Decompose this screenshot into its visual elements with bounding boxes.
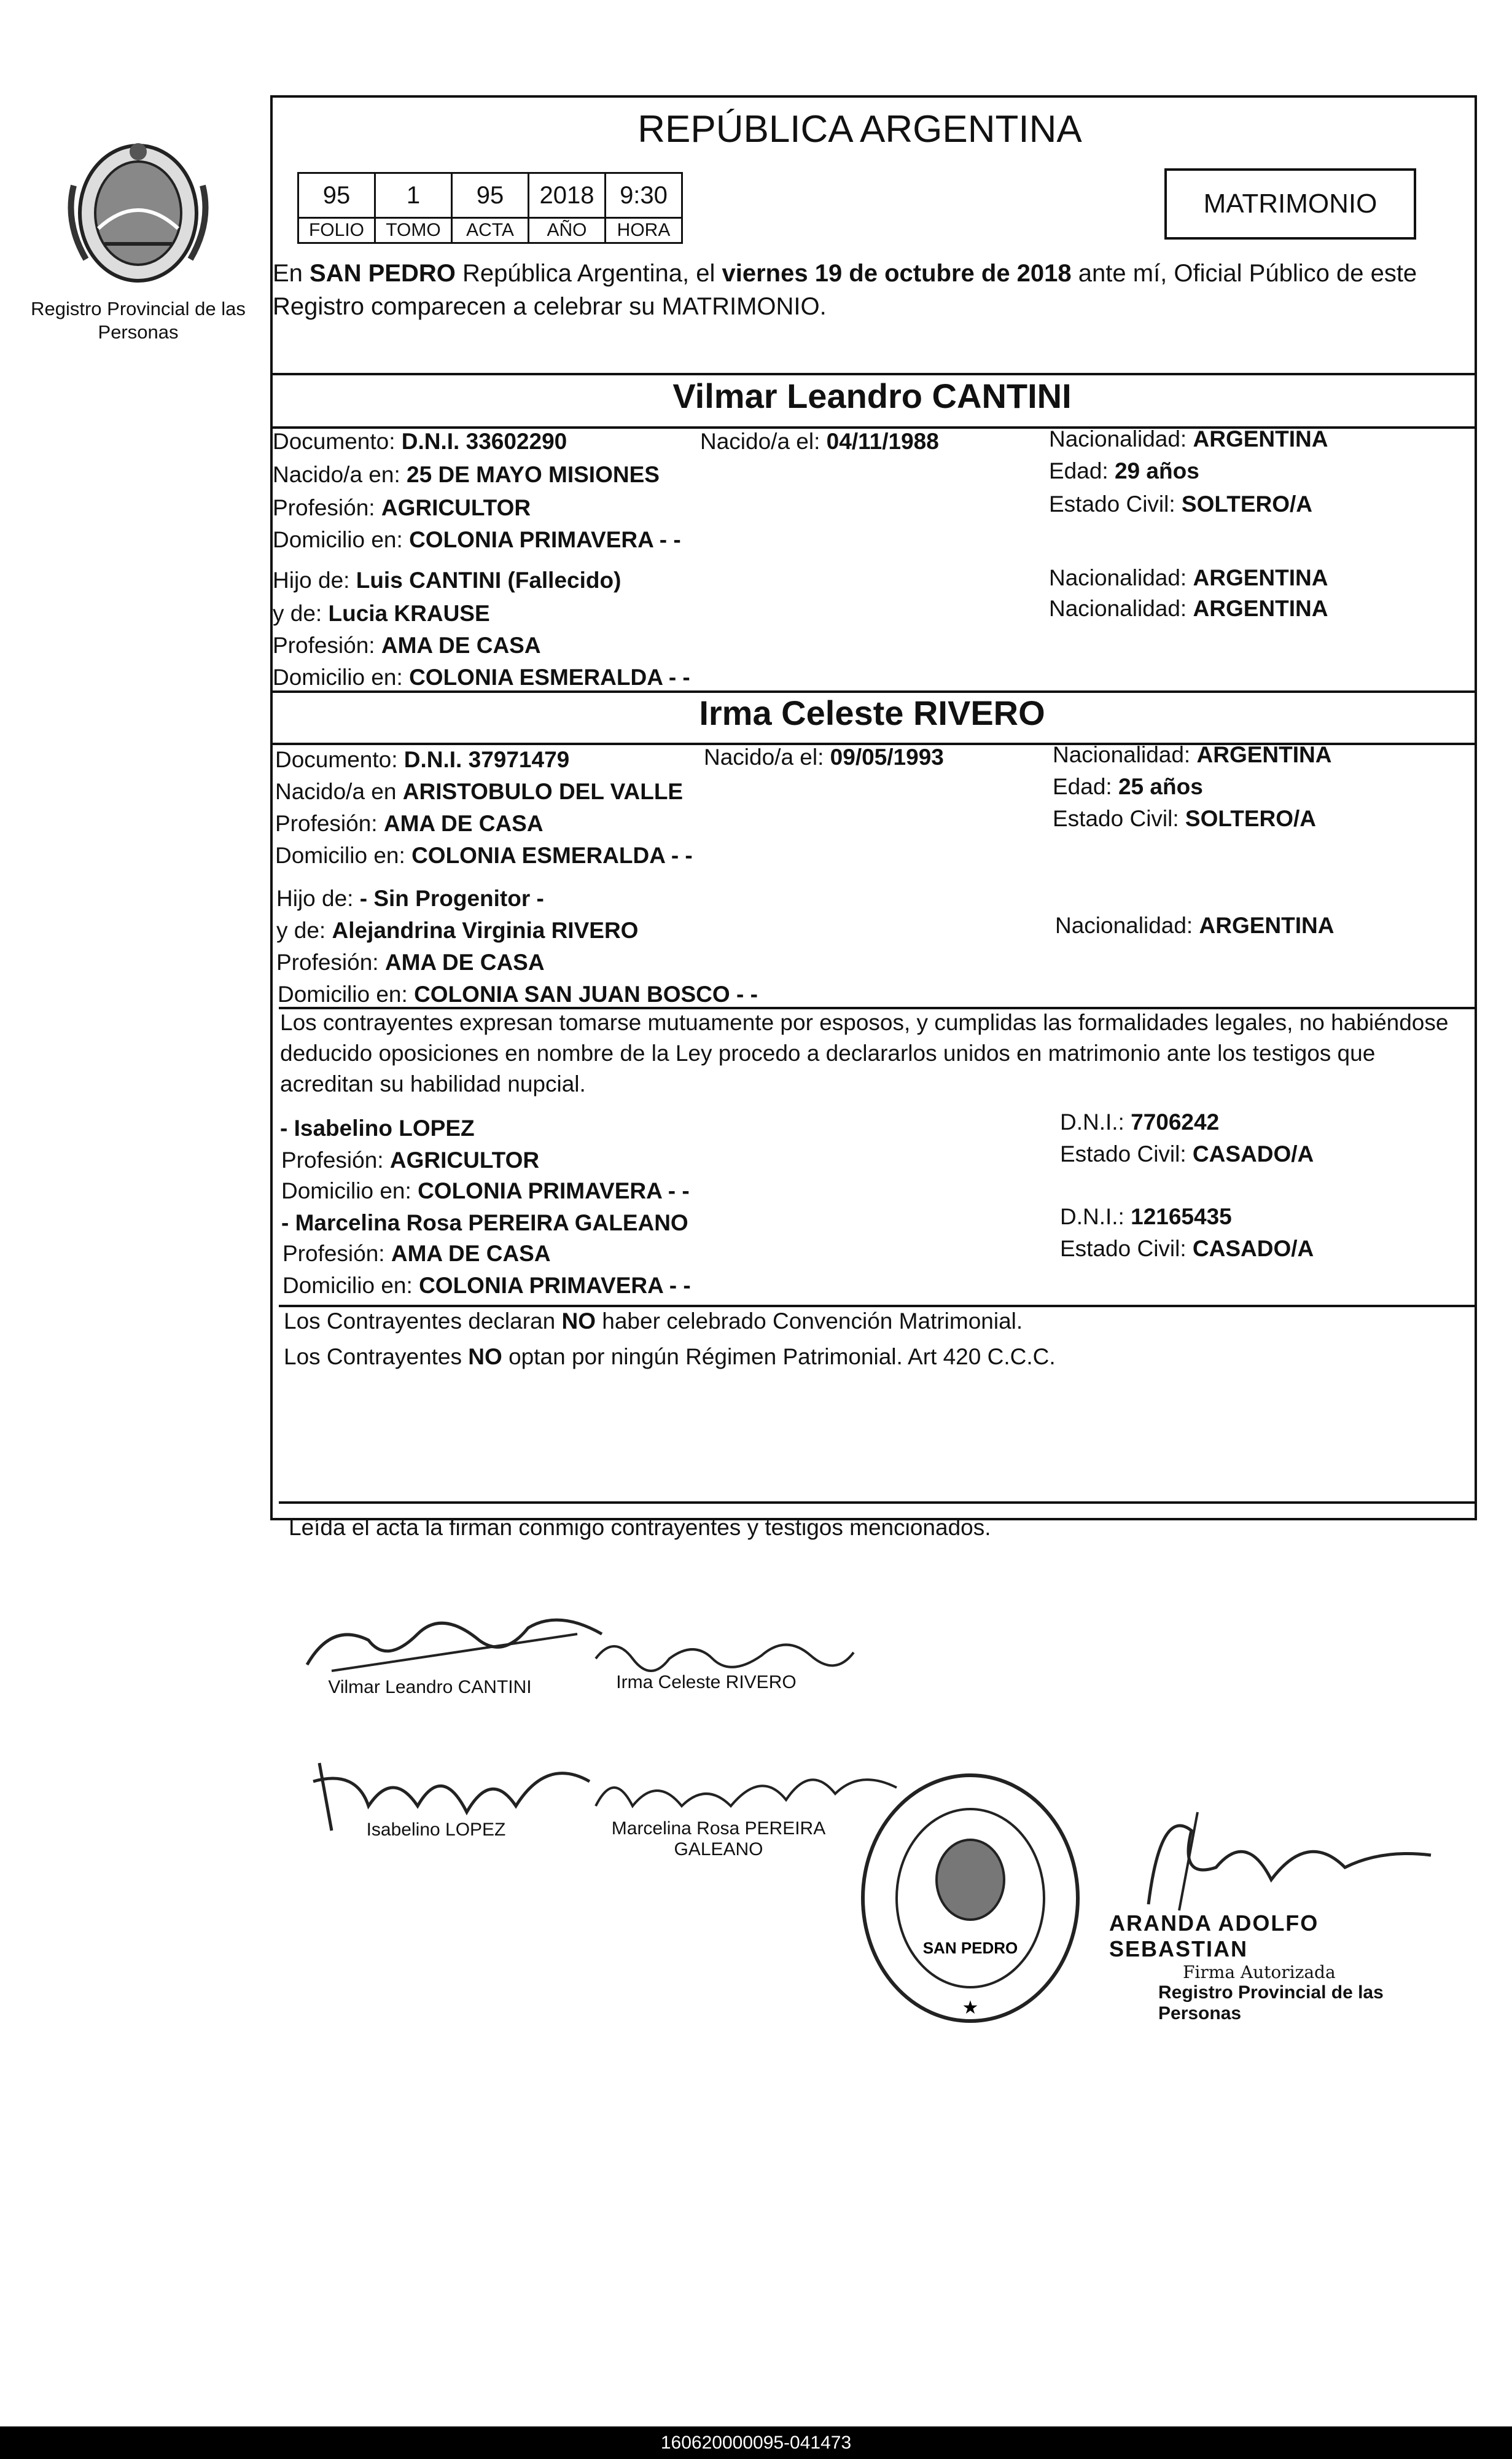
declaration-paragraph: Los contrayentes expresan tomarse mutuamente por esposos, y cumplidas las formalidades legales, no habiéndose deducido oposiciones en nombre de la Ley procedo a declararlos unidos en matrimonio ante los testigos que acreditan su habilidad nupcial.	[280, 1010, 1449, 1097]
spouse1-birthdate	[700, 429, 939, 455]
note-text: Los Contrayentes	[284, 1344, 469, 1369]
field-value: CASADO/A	[1192, 1141, 1314, 1167]
act-type-box: MATRIMONIO	[1164, 168, 1416, 240]
officer-registry: Registro Provincial de las Personas	[1158, 1982, 1384, 2023]
spouse2-nationality	[1053, 742, 1331, 768]
field-label: Hijo de:	[273, 568, 350, 593]
field-label: Nacionalidad:	[1049, 596, 1187, 621]
field-label: Documento:	[273, 429, 396, 454]
witness1-name	[280, 1116, 475, 1141]
folio-label: FOLIO	[308, 220, 364, 240]
spouse1-mother-nationality	[1049, 596, 1328, 622]
field-label: Profesión:	[273, 495, 375, 520]
field-value: ARGENTINA	[1193, 596, 1328, 621]
spouse1-parent-profession	[273, 633, 541, 659]
spouse1-father	[273, 568, 621, 593]
note-text: Los Contrayentes declaran	[284, 1308, 562, 1334]
hour-label: HORA	[617, 220, 671, 240]
field-label: Domicilio en:	[283, 1273, 413, 1298]
divider	[279, 1501, 1475, 1504]
registry-seal-icon	[854, 1769, 1087, 2027]
spouse1-father-nationality	[1049, 565, 1328, 591]
witness2-name	[281, 1210, 688, 1236]
field-label: Profesión:	[281, 1147, 384, 1173]
year-value: 2018	[529, 174, 604, 219]
officer-stamp	[1109, 1910, 1453, 2024]
witness2-profession	[283, 1241, 551, 1267]
witness1-civil-status	[1060, 1141, 1314, 1167]
note-text: optan por ningún Régimen Patrimonial. Art 420 C.C.C.	[502, 1344, 1056, 1369]
intro-paragraph	[273, 257, 1470, 323]
hour-value: 9:30	[606, 174, 681, 219]
field-label: D.N.I.:	[1060, 1204, 1124, 1229]
field-label: Nacionalidad:	[1053, 742, 1191, 767]
field-value: COLONIA PRIMAVERA - -	[418, 1178, 690, 1203]
field-label: Domicilio en:	[278, 982, 408, 1007]
field-label: Edad:	[1049, 458, 1109, 483]
field-label: Nacido/a el:	[700, 429, 820, 454]
field-label: Nacionalidad:	[1049, 426, 1187, 452]
registry-cell-folio	[299, 174, 376, 242]
field-value: AGRICULTOR	[381, 495, 531, 520]
spouse2-birthplace	[275, 779, 683, 805]
intro-text: En	[273, 260, 310, 287]
spouse1-civil-status	[1049, 491, 1312, 517]
field-value: ARGENTINA	[1193, 565, 1328, 590]
field-label: D.N.I.:	[1060, 1109, 1124, 1135]
signature-label-witness2: Marcelina Rosa PEREIRA GALEANO	[611, 1818, 826, 1859]
spouse1-profession	[273, 495, 531, 521]
witness2-dni	[1060, 1204, 1232, 1230]
witness2-address	[283, 1273, 691, 1299]
closing-statement: Leída el acta la firman conmigo contrayentes y testigos mencionados.	[289, 1515, 991, 1540]
intro-date: viernes 19 de octubre de 2018	[722, 260, 1072, 287]
witness1-dni	[1060, 1109, 1219, 1135]
note-emphasis: NO	[561, 1308, 596, 1334]
field-label: Edad:	[1053, 774, 1112, 799]
field-value: COLONIA ESMERALDA - -	[411, 843, 693, 868]
field-value: ARGENTINA	[1199, 913, 1335, 938]
field-value: 29 años	[1114, 458, 1199, 483]
spouse1-mother	[273, 601, 490, 627]
field-value: - Marcelina Rosa PEREIRA GALEANO	[281, 1210, 688, 1235]
signature-label-spouse1: Vilmar Leandro CANTINI	[328, 1677, 532, 1697]
field-label: Domicilio en:	[273, 527, 403, 552]
folio-value: 95	[299, 174, 374, 219]
note-text: haber celebrado Convención Matrimonial.	[596, 1308, 1023, 1334]
spouse2-profession	[275, 811, 544, 837]
spouse1-document	[273, 429, 567, 455]
field-label: Profesión:	[276, 950, 379, 975]
field-label: Estado Civil:	[1049, 491, 1175, 517]
spouse1-age	[1049, 458, 1199, 484]
field-value: COLONIA ESMERALDA - -	[409, 665, 690, 690]
officer-role: Firma Autorizada	[1183, 1962, 1336, 1982]
registry-cell-tomo	[376, 174, 453, 242]
spouse2-address	[275, 843, 693, 869]
field-value: CASADO/A	[1192, 1236, 1314, 1261]
field-value: SOLTERO/A	[1185, 806, 1317, 831]
officer-name: ARANDA ADOLFO SEBASTIAN	[1109, 1910, 1319, 1961]
note-regime	[284, 1344, 1056, 1370]
spouse2-parent-address	[278, 982, 758, 1007]
org-name: Registro Provincial de las Personas	[31, 298, 246, 343]
spouse2-birthdate	[704, 745, 944, 770]
signature-label-spouse2: Irma Celeste RIVERO	[616, 1672, 797, 1692]
field-value: AMA DE CASA	[381, 633, 541, 658]
svg-text:★: ★	[962, 1998, 979, 2018]
divider	[273, 373, 1475, 375]
field-value: AMA DE CASA	[383, 811, 544, 836]
field-value: AMA DE CASA	[384, 950, 545, 975]
field-label: Nacionalidad:	[1049, 565, 1187, 590]
registry-table	[297, 172, 683, 244]
spouse2-civil-status	[1053, 806, 1316, 832]
field-value: COLONIA PRIMAVERA - -	[409, 527, 681, 552]
field-value: - Isabelino LOPEZ	[280, 1116, 475, 1141]
field-value: AGRICULTOR	[389, 1147, 540, 1173]
field-label: Estado Civil:	[1060, 1141, 1187, 1167]
note-emphasis: NO	[468, 1344, 502, 1369]
registry-cell-year	[529, 174, 606, 242]
field-value: 04/11/1988	[826, 429, 939, 454]
field-value: SOLTERO/A	[1181, 491, 1313, 517]
signature-scribble	[295, 1597, 614, 1683]
field-label: Nacido/a el:	[704, 745, 824, 770]
field-label: Domicilio en:	[273, 665, 403, 690]
field-label: Estado Civil:	[1053, 806, 1179, 831]
field-label: Domicilio en:	[281, 1178, 411, 1203]
spouse2-name: Irma Celeste RIVERO	[699, 694, 1045, 732]
registry-cell-acta	[453, 174, 529, 242]
serial-number: 160620000095-041473	[660, 2433, 852, 2453]
signature-scribble	[1124, 1794, 1443, 1917]
field-label: Nacido/a en:	[273, 462, 400, 487]
field-value: ARGENTINA	[1196, 742, 1332, 767]
field-label: y de:	[273, 601, 322, 626]
field-label: Estado Civil:	[1060, 1236, 1187, 1261]
spouse1-address	[273, 527, 681, 553]
field-value: Alejandrina Virginia RIVERO	[332, 918, 639, 943]
signature-label-witness1: Isabelino LOPEZ	[366, 1820, 506, 1840]
document-title: REPÚBLICA ARGENTINA	[637, 108, 1082, 151]
spouse2-parent-profession	[276, 950, 545, 975]
signature-scribble	[590, 1622, 860, 1677]
intro-place: SAN PEDRO	[310, 260, 456, 287]
spouse2-mother-nationality	[1055, 913, 1334, 939]
field-label: Profesión:	[283, 1241, 385, 1266]
field-value: COLONIA SAN JUAN BOSCO - -	[414, 982, 758, 1007]
field-label: y de:	[276, 918, 326, 943]
field-value: D.N.I. 37971479	[403, 747, 570, 772]
spouse2-mother	[276, 918, 638, 944]
intro-text: ante mí, Oficial Público de este Registro comparecen a celebrar su MATRIMONIO.	[273, 260, 1417, 320]
field-value: D.N.I. 33602290	[401, 429, 567, 454]
spouse1-parent-address	[273, 665, 690, 690]
acta-label: ACTA	[466, 220, 514, 240]
spouse1-name: Vilmar Leandro CANTINI	[672, 377, 1072, 415]
witness2-civil-status	[1060, 1236, 1314, 1262]
witness1-profession	[281, 1147, 539, 1173]
tomo-label: TOMO	[386, 220, 441, 240]
field-value: - Sin Progenitor -	[359, 886, 544, 911]
spouse2-father	[276, 886, 544, 912]
field-label: Profesión:	[273, 633, 375, 658]
field-value: 12165435	[1131, 1204, 1232, 1229]
field-label: Nacido/a en	[275, 779, 397, 804]
field-label: Domicilio en:	[275, 843, 405, 868]
spouse1-nationality	[1049, 426, 1328, 452]
tomo-value: 1	[376, 174, 451, 219]
field-label: Profesión:	[275, 811, 378, 836]
svg-text:SAN PEDRO: SAN PEDRO	[922, 1939, 1018, 1957]
field-value: 09/05/1993	[830, 745, 944, 770]
acta-value: 95	[453, 174, 528, 219]
field-value: COLONIA PRIMAVERA - -	[419, 1273, 691, 1298]
field-value: Luis CANTINI (Fallecido)	[356, 568, 622, 593]
divider	[279, 1305, 1475, 1307]
province-emblem-icon	[61, 136, 215, 290]
field-value: AMA DE CASA	[391, 1241, 551, 1266]
field-label: Documento:	[275, 747, 398, 772]
intro-text: República Argentina, el	[455, 260, 722, 287]
witness1-address	[281, 1178, 690, 1204]
spouse2-age	[1053, 774, 1203, 800]
field-label: Nacionalidad:	[1055, 913, 1193, 938]
field-value: Lucia KRAUSE	[328, 601, 490, 626]
field-value: 25 DE MAYO MISIONES	[407, 462, 660, 487]
registry-cell-hour	[606, 174, 681, 242]
note-convention	[284, 1308, 1023, 1334]
spouse2-document	[275, 747, 569, 773]
field-value: ARISTOBULO DEL VALLE	[402, 779, 684, 804]
field-value: ARGENTINA	[1193, 426, 1328, 452]
year-label: AÑO	[547, 220, 587, 240]
field-value: 7706242	[1131, 1109, 1220, 1135]
field-label: Hijo de:	[276, 886, 354, 911]
spouse1-birthplace	[273, 462, 660, 488]
field-value: 25 años	[1118, 774, 1203, 799]
